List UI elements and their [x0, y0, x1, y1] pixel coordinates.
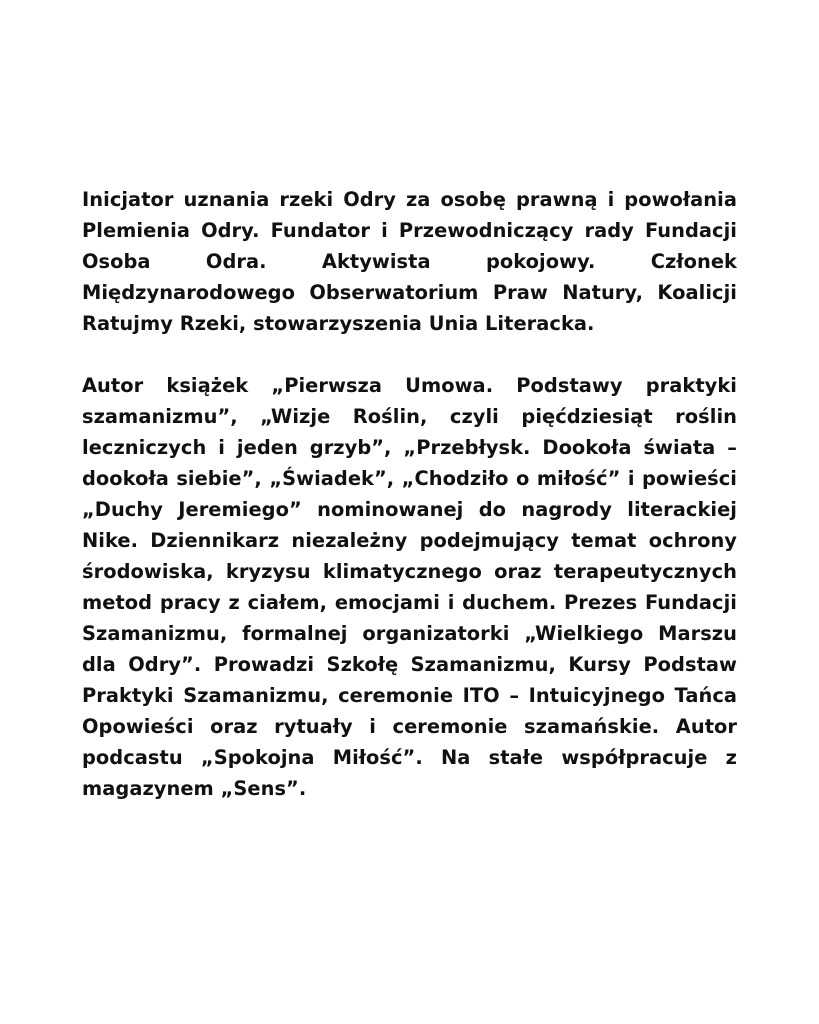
bio-paragraph-1: Inicjator uznania rzeki Odry za osobę prawną i powołania Plemienia Odry. Fundator i Przewodniczący rady Fundacji Osoba Odra. Aktywista pokojowy. Członek Międzynarodowego Obserwatorium Praw Natury, Koalicji Ratujmy Rzeki, stowarzyszenia Unia Literacka. — [82, 188, 737, 335]
bio-paragraph-2: Autor książek „Pierwsza Umowa. Podstawy praktyki szamanizmu”, „Wizje Roślin, czyli pięćdziesiąt roślin leczniczych i jeden grzyb”, „Przebłysk. Dookoła świata – dookoła siebie”, „Świadek”, „Chodziło o miłość” i powieści „Duchy Jeremiego” nominowanej do nagrody literackiej Nike. Dziennikarz niezależny podejmujący temat ochrony środowiska, kryzysu klimatycznego oraz terapeutycznych metod pracy z ciałem, emocjami i duchem. Prezes Fundacji Szamanizmu, formalnej organizatorki „Wielkiego Marszu dla Odry”. Prowadzi Szkołę Szamanizmu, Kursy Podstaw Praktyki Szamanizmu, ceremonie ITO – Intuicyjnego Tańca Opowieści oraz rytuały i ceremonie szamańskie. Autor podcastu „Spokojna Miłość”. Na stałe współpracuje z magazynem „Sens”. — [82, 374, 737, 800]
bio-text-block — [82, 184, 737, 804]
